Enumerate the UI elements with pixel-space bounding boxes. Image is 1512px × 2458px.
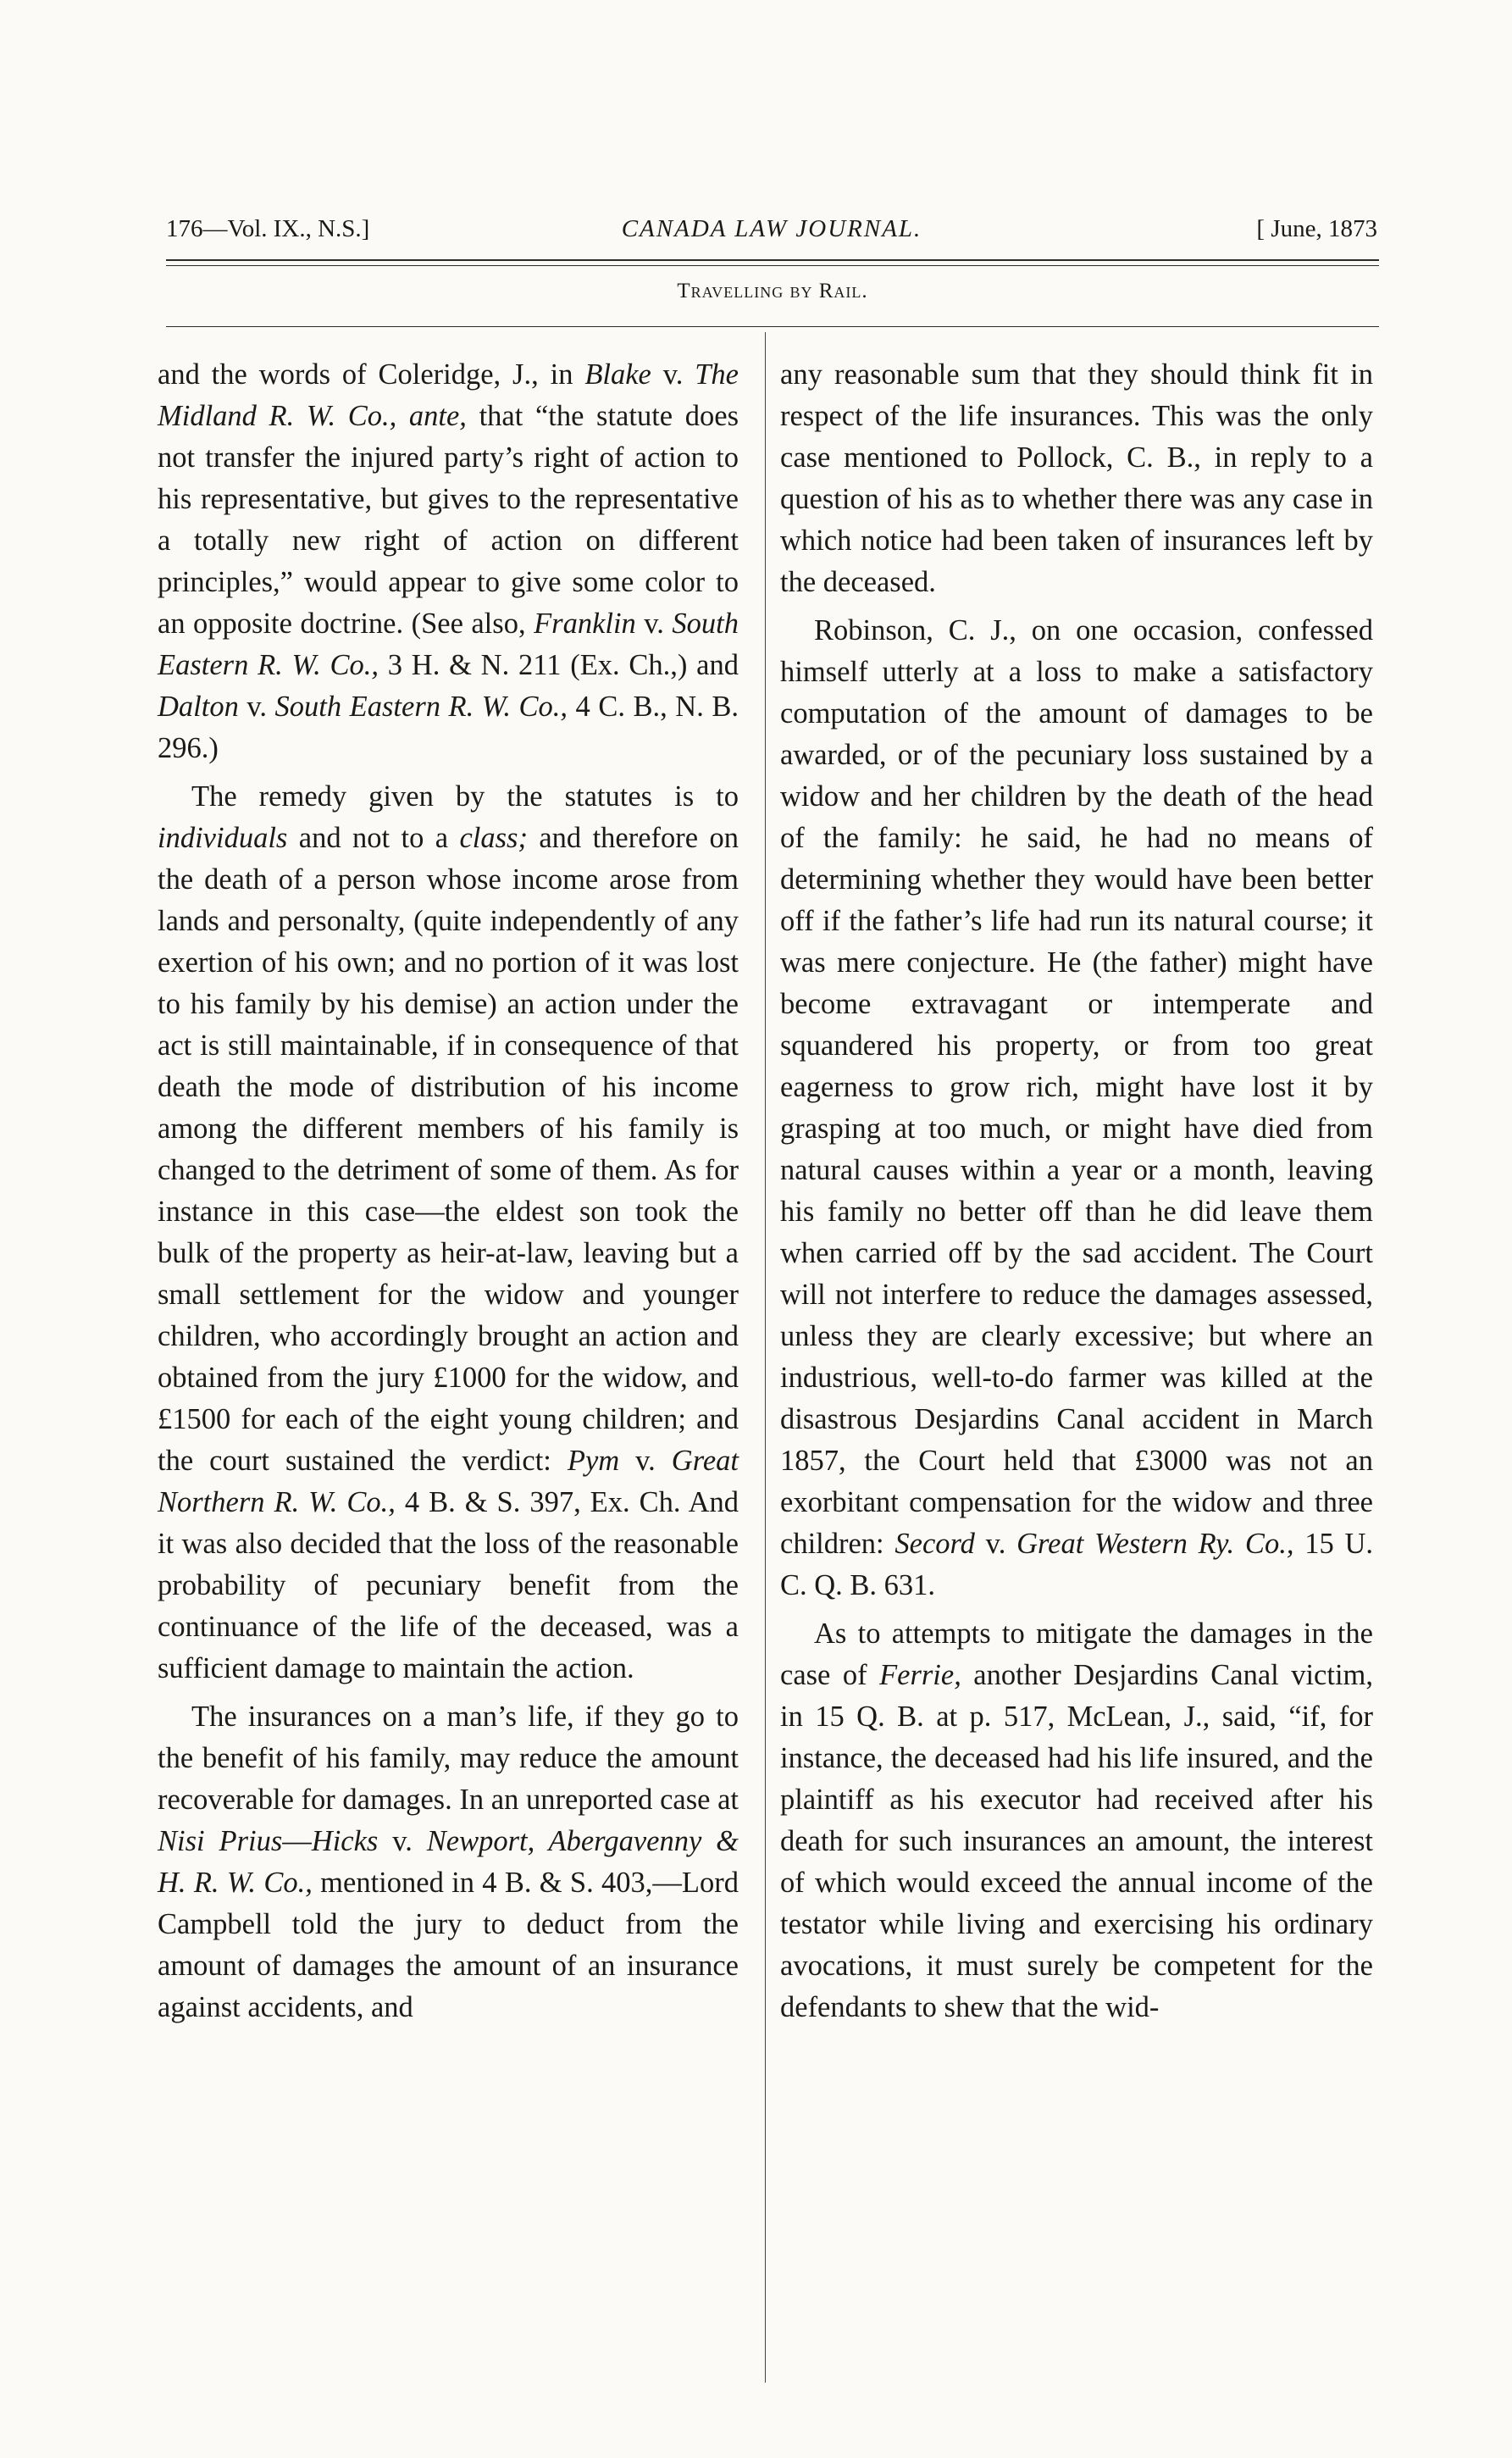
left-column xyxy=(158,354,739,2028)
case-name: Blake xyxy=(584,358,651,391)
column-divider xyxy=(765,332,766,2383)
text-run: The insurances on a man’s life, if they go to the benefit of his family, may reduce the amount recoverable for damages. In an unreported case at xyxy=(158,1701,739,1816)
text-run: v. xyxy=(651,358,695,391)
text-run: — xyxy=(282,1825,312,1857)
text-run: 15 U. C. Q. B. 631. xyxy=(780,1528,1374,1601)
text-run: mentioned in 4 B. & S. 403,—Lord Campbell told the jury to deduct from the amount of damages the amount of an insurance against accidents, and xyxy=(158,1867,739,2023)
case-name: Great Northern R. W. Co., xyxy=(158,1445,739,1518)
text-run: v. xyxy=(619,1445,672,1477)
section-title: Travelling by Rail. xyxy=(677,280,868,302)
text-run: v. xyxy=(378,1825,427,1857)
section-rule xyxy=(166,326,1379,327)
case-name: Dalton xyxy=(158,691,239,723)
case-name: Pym xyxy=(567,1445,620,1477)
text-run: 4 B. & S. 397, Ex. Ch. And it was also decided that the loss of the reasonable probability of pecuniary benefit from the continuance of the life of the deceased, was a sufficient damage to maintain the action. xyxy=(158,1486,739,1684)
case-name: Great Western Ry. Co., xyxy=(1016,1528,1294,1560)
header-rule-double xyxy=(166,265,1379,266)
text-run: As to attempts to mitigate the damages in the case of xyxy=(780,1617,1373,1691)
left-paragraph-3 xyxy=(158,1696,739,2028)
text-run: Robinson, C. J., on one occasion, confessed himself utterly at a loss to make a satisfactory computation of the amount of damages to be awarded, or of the pecuniary loss sustained by a widow and her children by the death of the head of the family: he said, he had no means of determining whether they would have been better off if the father’s life had run its natural course; it was mere conjecture. He (the father) might have become extravagant or intemperate and squandered his property, or from too great eagerness to grow rich, might have lost it by grasping at too much, or might have died from natural causes within a year or a month, leaving his family no better off than he did leave them when carried off by the sad accident. The Court will not interfere to reduce the damages assessed, unless they are clearly excessive; but where an industrious, well-to-do farmer was killed at the disastrous Desjardins Canal accident in March 1857, the Court held that £3000 was not an exorbitant compensation for the widow and three children: xyxy=(780,614,1373,1560)
emphasis: individuals xyxy=(158,822,288,854)
left-paragraph-2 xyxy=(158,776,739,1690)
journal-title: CANADA LAW JOURNAL. xyxy=(621,215,922,242)
case-name: Secord xyxy=(894,1528,975,1560)
right-paragraph-3 xyxy=(780,1613,1373,2028)
text-run: v. xyxy=(974,1528,1017,1560)
header-rule-top xyxy=(166,259,1379,261)
case-name: Ferrie, xyxy=(879,1659,961,1691)
text-run: The remedy given by the statutes is to xyxy=(191,780,739,813)
text-run: that “the statute does not transfer the injured party’s right of action to his representative, but gives to the representative a totally new right of action on different principles,” would appear to give some color to an opposite doctrine. (See also, xyxy=(158,400,739,640)
right-column xyxy=(780,354,1373,2028)
running-head xyxy=(166,207,1377,258)
text-run: 3 H. & N. 211 (Ex. Ch.,) and xyxy=(379,649,739,681)
page-volume-label: 176—Vol. IX., N.S.] xyxy=(166,215,370,242)
text-run: another Desjardins Canal victim, in 15 Q. B. at p. 517, McLean, J., said, “if, for instance, the deceased had his life insured, and the plaintiff as his executor had received after his death for such insurances an amount, the interest of which would exceed the annual income of the testator while living and exercising his ordinary avocations, it must surely be competent for the defendants to shew that the wid- xyxy=(780,1659,1373,2023)
right-paragraph-1: any reasonable sum that they should think fit in respect of the life insurances. This was the only case mentioned to Pollock, C. B., in reply to a question of his as to whether there was any case in which notice had been taken of insurances left by the deceased. xyxy=(780,358,1373,598)
text-run: v. xyxy=(238,691,275,723)
case-name: South Eastern R. W. Co., xyxy=(274,691,568,723)
text-run: and not to a xyxy=(287,822,460,854)
case-name: Hicks xyxy=(311,1825,379,1857)
case-name: South Eastern R. W. Co., xyxy=(158,608,739,681)
right-paragraph-2 xyxy=(780,610,1373,1606)
emphasis: class; xyxy=(459,822,528,854)
text-run: and the words of Coleridge, J., in xyxy=(158,358,585,391)
case-name: Newport, Abergavenny & H. R. W. Co., xyxy=(158,1825,739,1899)
case-name: Franklin xyxy=(534,608,636,640)
issue-date: [ June, 1873 xyxy=(1256,215,1377,242)
left-paragraph-1 xyxy=(158,354,739,769)
text-run: and therefore on the death of a person whose income arose from lands and personalty, (quite independently of any exertion of his own; and no portion of it was lost to his family by his demise) an action under the act is still maintainable, if in consequence of that death the mode of distribution of his income among the different members of his family is changed to the detriment of some of them. As for instance in this case—the eldest son took the bulk of the property as heir-at-law, leaving but a small settlement for the widow and younger children, who accordingly brought an action and obtained from the jury £1000 for the widow, and £1500 for each of the eight young children; and the court sustained the verdict: xyxy=(158,822,739,1477)
text-run: 4 C. B., N. B. 296.) xyxy=(158,691,739,764)
emphasis: Nisi Prius xyxy=(158,1825,283,1857)
text-run: v. xyxy=(635,608,673,640)
case-name: The Midland R. W. Co., ante, xyxy=(158,358,739,432)
